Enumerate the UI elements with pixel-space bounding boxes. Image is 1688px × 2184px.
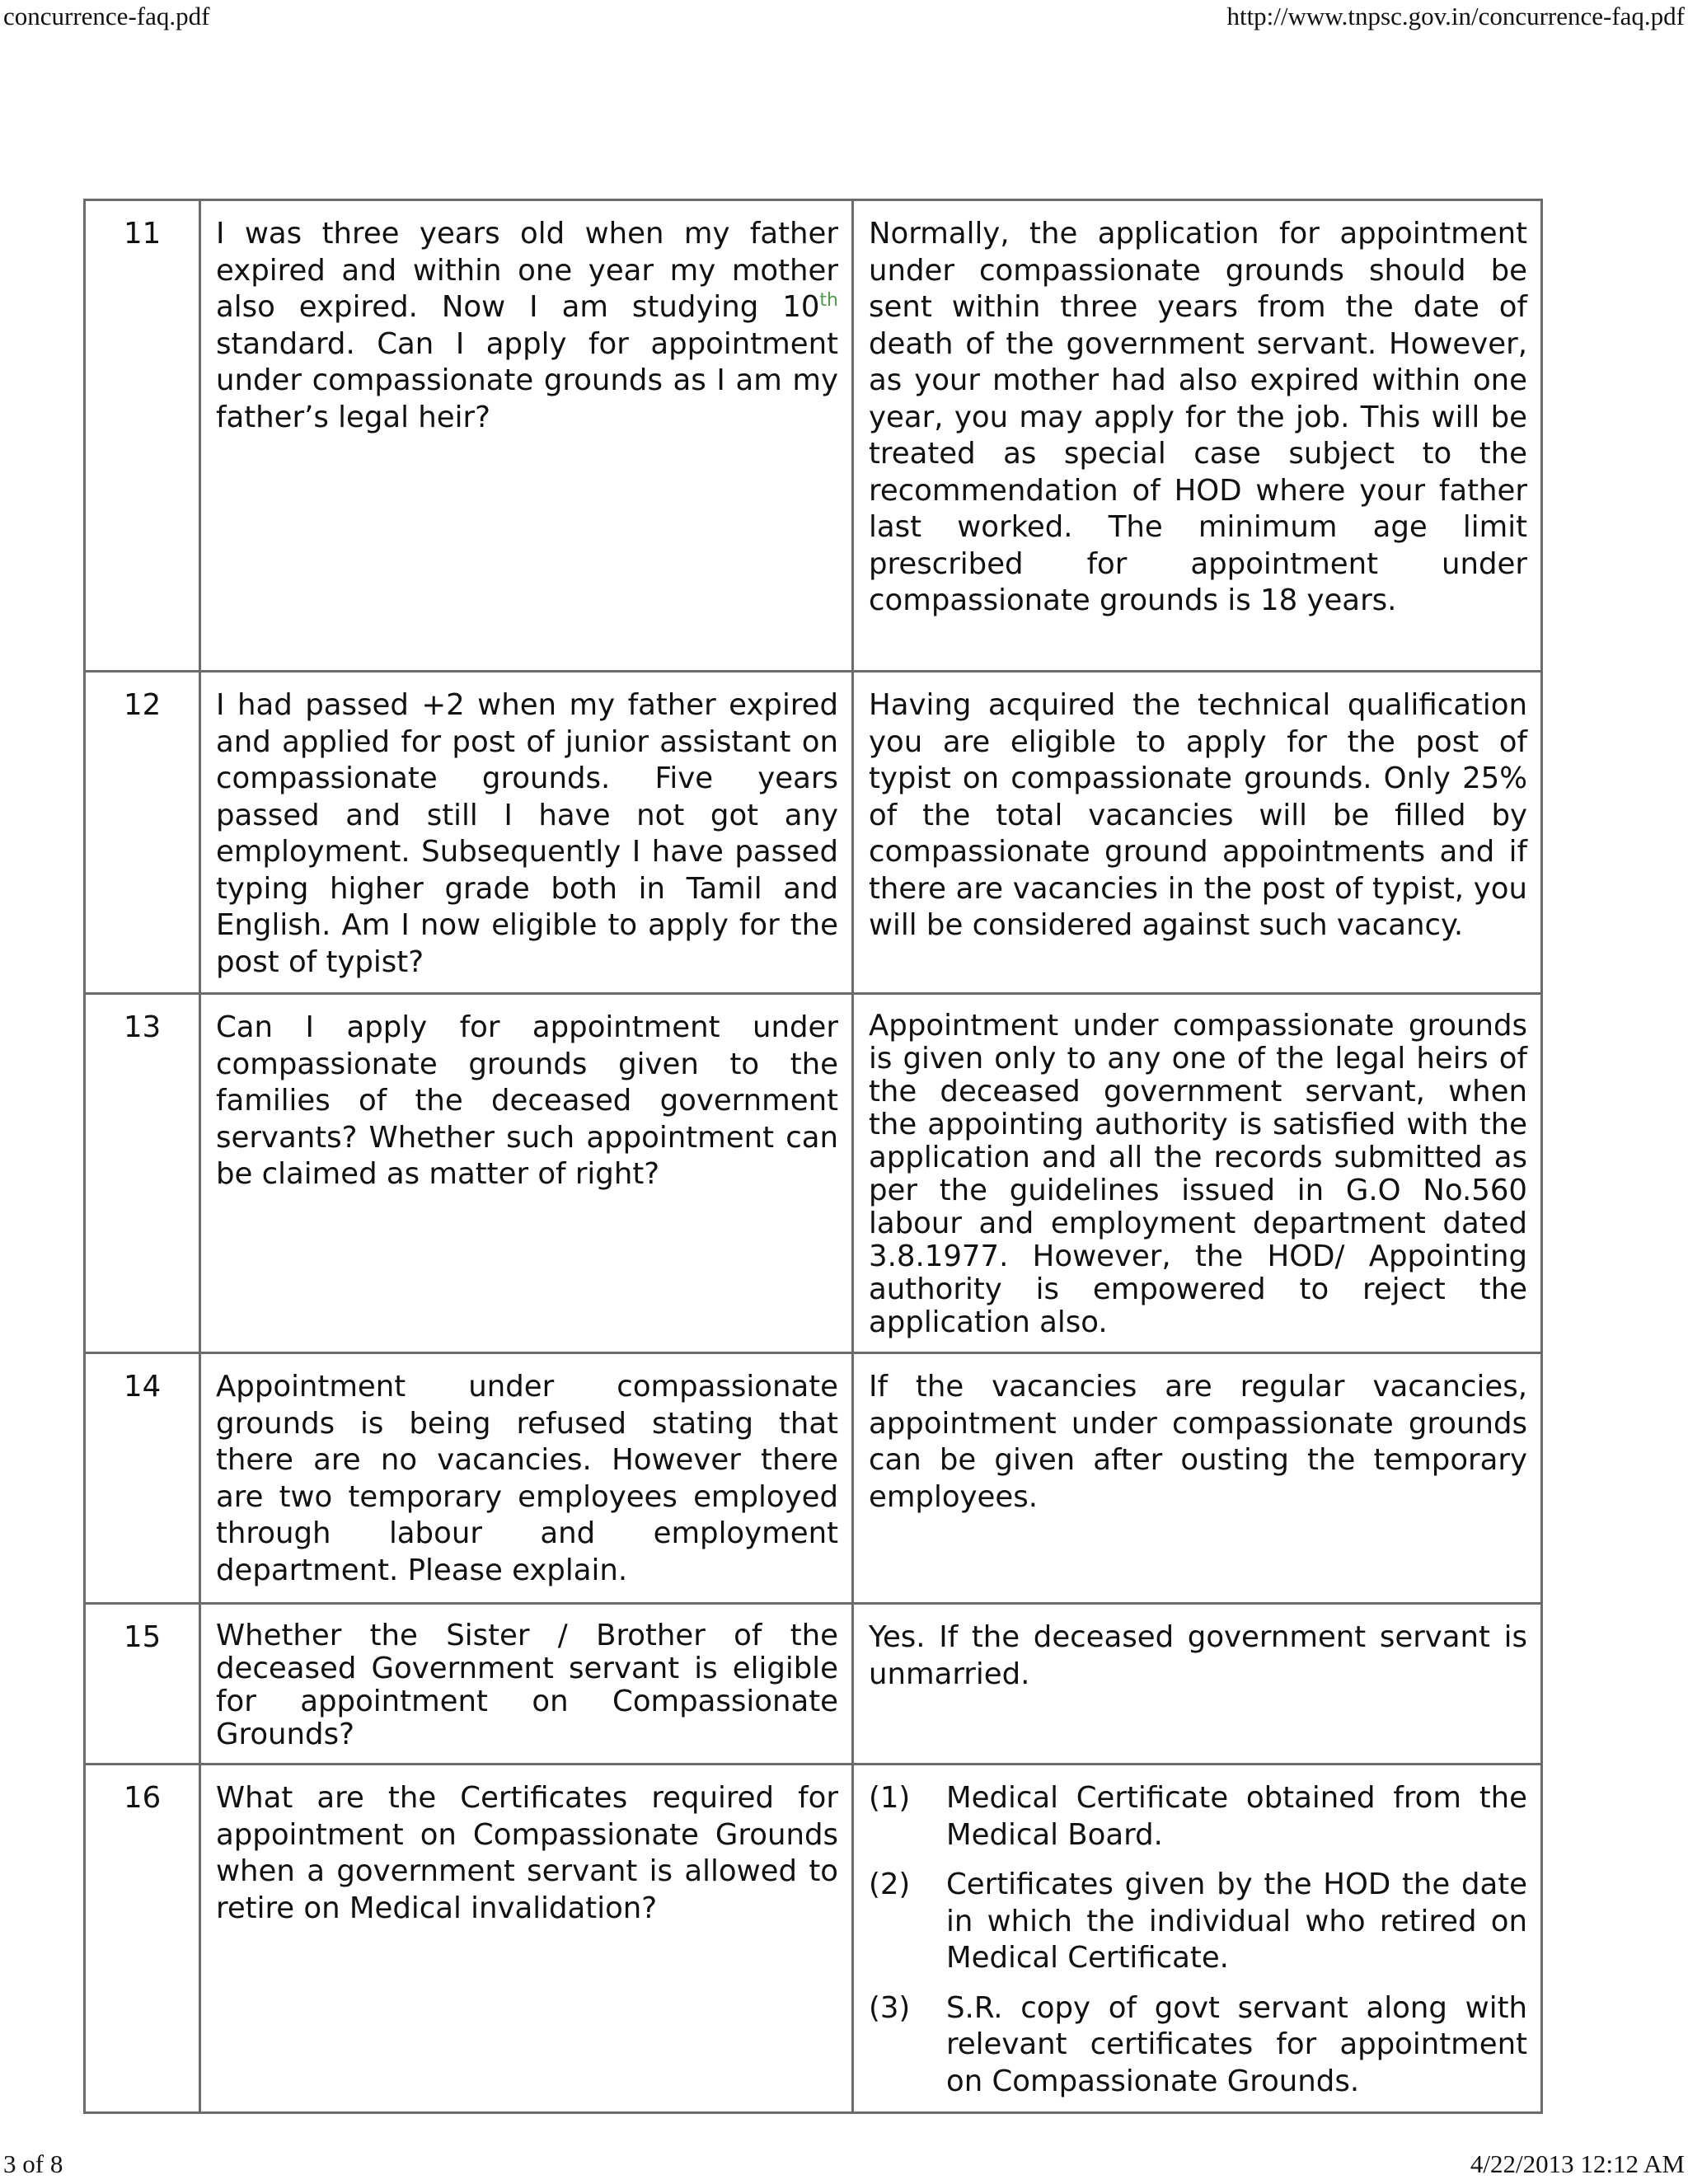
document-filename: concurrence-faq.pdf xyxy=(3,2,210,30)
faq-number: 12 xyxy=(85,672,200,994)
faq-table xyxy=(83,199,1543,2114)
faq-answer xyxy=(853,1353,1542,1604)
question-text-part: standard. Can I apply for appointment under compassionate grounds as I am my father’s legal heir? xyxy=(216,326,838,434)
faq-answer xyxy=(853,672,1542,994)
answer-text: Yes. If the deceased government servant is unmarried. xyxy=(869,1620,1527,1691)
faq-number: 11 xyxy=(85,200,200,672)
question-text-part: I was three years old when my father expired and within one year my mother also expired. Now I am studying 10 xyxy=(216,217,838,324)
faq-row-13 xyxy=(85,994,1542,1353)
faq-question xyxy=(200,1765,853,2113)
faq-number: 14 xyxy=(85,1353,200,1604)
answer-text: If the vacancies are regular vacancies, appointment under compassionate grounds can be given after ousting the temporary employees. xyxy=(869,1370,1527,1514)
document-url[interactable]: http://www.tnpsc.gov.in/concurrence-faq.pdf xyxy=(1226,2,1685,30)
list-item-text: Medical Certificate obtained from the Medical Board. xyxy=(946,1781,1527,1852)
question-text: Can I apply for appointment under compassionate grounds given to the families of the deceased government servants? Whether such appointment can be claimed as matter of right? xyxy=(216,1010,838,1191)
question-text: Whether the Sister / Brother of the deceased Government servant is eligible for appointment on Compassionate Grounds? xyxy=(216,1619,838,1751)
faq-question xyxy=(200,1604,853,1765)
question-text: Appointment under compassionate grounds is being refused stating that there are no vacancies. However there are two temporary employees employed through labour and employment department. Please explain. xyxy=(216,1370,838,1587)
list-item xyxy=(869,1867,1527,1977)
faq-number: 13 xyxy=(85,994,200,1353)
faq-row-15 xyxy=(85,1604,1542,1765)
question-text: What are the Certificates required for appointment on Compassionate Grounds when a government servant is allowed to retire on Medical invalidation? xyxy=(216,1781,838,1925)
list-item xyxy=(869,1990,1527,2101)
faq-answer xyxy=(853,200,1542,672)
list-item xyxy=(869,1780,1527,1854)
faq-row-11 xyxy=(85,200,1542,672)
question-text: I had passed +2 when my father expired and applied for post of junior assistant on compassionate grounds. Five years passed and still I have not got any employment. Subsequently I have passed typing higher grade both in Tamil and English. Am I now eligible to apply for the post of typist? xyxy=(216,688,838,979)
faq-answer xyxy=(853,1765,1542,2113)
ordinal-suffix: th xyxy=(819,290,838,312)
certificate-list xyxy=(869,1780,1527,2100)
faq-question xyxy=(200,1353,853,1604)
answer-text: Appointment under compassionate grounds is given only to any one of the legal heirs of the deceased government servant, when the appointing authority is satisfied with the application and all the records submitted as per the guidelines issued in G.O No.560 labour and employment department dated 3.8.1977. However, the HOD/ Appointing authority is empowered to reject the application also. xyxy=(869,1009,1527,1339)
answer-text: Normally, the application for appointment under compassionate grounds should be sent within three years from the date of death of the government servant. However, as your mother had also expired within one year, you may apply for the job. This will be treated as special case subject to the recommendation of HOD where your father last worked. The minimum age limit prescribed for appointment under compassionate grounds is 18 years. xyxy=(869,217,1527,617)
faq-number: 15 xyxy=(85,1604,200,1765)
list-item-text: S.R. copy of govt servant along with relevant certificates for appointment on Compassionate Grounds. xyxy=(946,1990,1527,2098)
answer-text: Having acquired the technical qualification you are eligible to apply for the post of typist on compassionate grounds. Only 25% of the total vacancies will be filled by compassionate ground appointments and if there are vacancies in the post of typist, you will be considered against such vacancy. xyxy=(869,688,1527,942)
faq-row-12 xyxy=(85,672,1542,994)
list-marker: (2) xyxy=(869,1868,911,1901)
faq-number: 16 xyxy=(85,1765,200,2113)
list-marker: (1) xyxy=(869,1781,911,1815)
faq-question xyxy=(200,672,853,994)
faq-answer xyxy=(853,994,1542,1353)
faq-row-16 xyxy=(85,1765,1542,2113)
faq-answer xyxy=(853,1604,1542,1765)
faq-row-14 xyxy=(85,1353,1542,1604)
faq-question xyxy=(200,994,853,1353)
faq-question xyxy=(200,200,853,672)
print-timestamp: 4/22/2013 12:12 AM xyxy=(1470,2149,1685,2178)
list-marker: (3) xyxy=(869,1990,911,2025)
list-item-text: Certificates given by the HOD the date in which the individual who retired on Medical Certificate. xyxy=(946,1868,1527,1975)
page-indicator: 3 of 8 xyxy=(3,2149,63,2178)
